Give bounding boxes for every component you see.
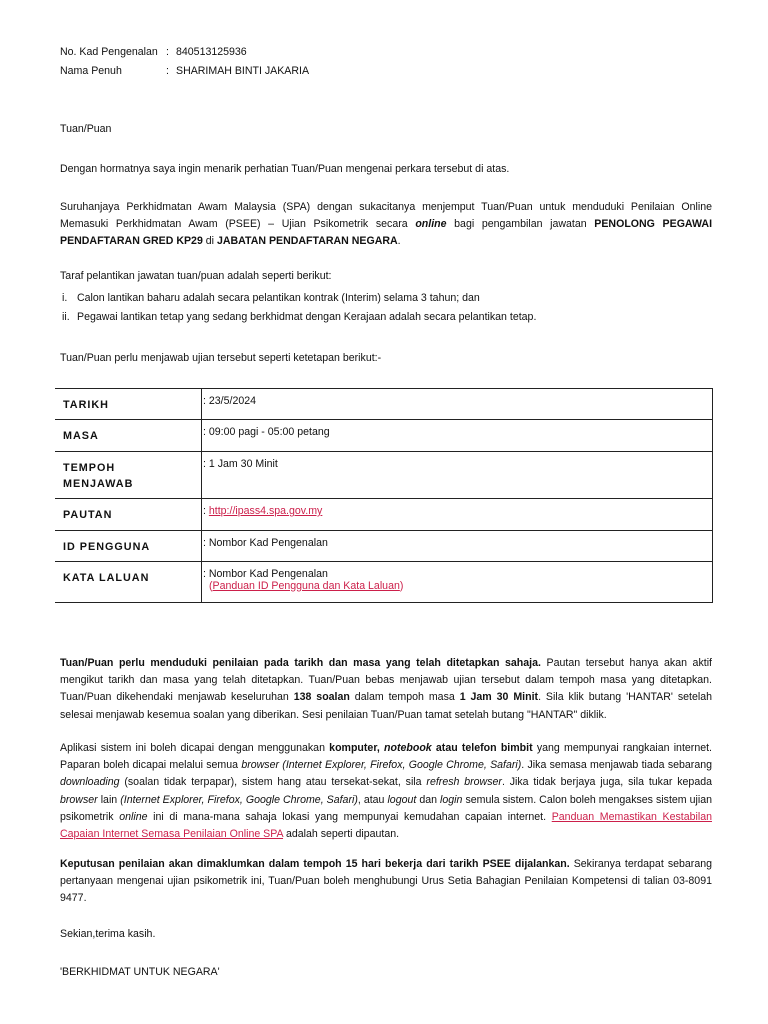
appointment-item: i. Calon lantikan baharu adalah secara pelantikan kontrak (Interim) selama 3 tahun; dan	[62, 292, 480, 304]
schedule-table	[55, 388, 713, 603]
masa-value: : 09:00 pagi - 05:00 petang	[202, 420, 713, 452]
table-row	[55, 420, 713, 452]
tarikh-label: TARIKH	[55, 389, 202, 420]
intro-paragraph: Dengan hormatnya saya ingin menarik perhatian Tuan/Puan mengenai perkara tersebut di atas.	[60, 163, 510, 175]
full-name-row	[60, 65, 309, 77]
table-row	[55, 499, 713, 531]
result-paragraph: Keputusan penilaian akan dimaklumkan dalam tempoh 15 hari bekerja dari tarikh PSEE dijalankan. Sekiranya terdapat sebarang pertanyaan mengenai ujian psikometrik ini, Tuan/Puan boleh menghubungi Urus Setia Bahagian Penilaian Kompetensi di talian 03-8091 9477.	[60, 858, 712, 905]
masa-label: MASA	[55, 420, 202, 452]
system-access-paragraph: Aplikasi sistem ini boleh dicapai dengan menggunakan komputer, notebook atau telefon bimbit yang mempunyai rangkaian internet. Paparan boleh dicapai melalui semua browser (Internet Explorer, Firefox, Google Chrome, Safari). Jika semasa menjawab tiada sebarang downloading (soalan tidak terpapar), sistem hang atau tersekat-sekat, sila refresh browser. Jika tidak berjaya juga, sila tukar kepada browser lain (Internet Explorer, Firefox, Google Chrome, Safari), atau logout dan login semula sistem. Calon boleh mengakses sistem ujian psikometrik online ini di mana-mana sahaja lokasi yang mempunyai kemudahan capaian internet. Panduan Memastikan Kestabilan Capaian Internet Semasa Penilaian Online SPA adalah seperti dipautan.	[60, 742, 713, 841]
ic-label: No. Kad Pengenalan	[60, 46, 158, 58]
table-row	[55, 562, 713, 603]
appointment-item: ii. Pegawai lantikan tetap yang sedang berkhidmat dengan Kerajaan adalah secara pelantikan tetap.	[62, 311, 537, 323]
kata-laluan-label: KATA LALUAN	[55, 562, 202, 603]
table-row	[55, 452, 713, 499]
tempoh-label: TEMPOH MENJAWAB	[55, 452, 202, 499]
internet-stability-guide-link[interactable]: Panduan Memastikan Kestabilan Capaian Internet Semasa Penilaian Online SPA	[60, 810, 712, 841]
salutation: Tuan/Puan	[60, 123, 112, 135]
table-row	[55, 389, 713, 420]
motto-text: 'BERKHIDMAT UNTUK NEGARA'	[60, 966, 220, 978]
exam-portal-link[interactable]: http://ipass4.spa.gov.my	[208, 505, 323, 517]
tempoh-value: : 1 Jam 30 Minit	[202, 452, 713, 499]
name-separator: :	[166, 65, 169, 77]
id-pengguna-label: ID PENGGUNA	[55, 531, 202, 562]
kata-laluan-value: : Nombor Kad Pengenalan (Panduan ID Pengguna dan Kata Laluan)	[202, 562, 713, 603]
invitation-paragraph: Suruhanjaya Perkhidmatan Awam Malaysia (SPA) dengan sukacitanya menjemput Tuan/Puan untuk menduduki Penilaian Online Memasuki Perkhidmatan Awam (PSEE) – Ujian Psikometrik secara online bagi pengambilan jawatan PENOLONG PEGAWAI PENDAFTARAN GRED KP29 di JABATAN PENDAFTARAN NEGARA.	[60, 201, 713, 247]
ic-value: 840513125936	[176, 46, 247, 58]
tarikh-value: : 23/5/2024	[202, 389, 713, 420]
ic-separator: :	[166, 46, 169, 58]
pautan-value: : http://ipass4.spa.gov.my	[202, 499, 713, 531]
ic-number-row	[60, 46, 247, 58]
name-value: SHARIMAH BINTI JAKARIA	[176, 65, 310, 77]
pautan-label: PAUTAN	[55, 499, 202, 531]
position-title: PENOLONG PEGAWAI PENDAFTARAN GRED KP29	[60, 218, 713, 247]
department-name: JABATAN PENDAFTARAN NEGARA	[216, 235, 398, 247]
id-pengguna-value: : Nombor Kad Pengenalan	[202, 531, 713, 562]
exam-instructions-paragraph: Tuan/Puan perlu menduduki penilaian pada tarikh dan masa yang telah ditetapkan sahaja. Pautan tersebut hanya akan aktif mengikut tarikh dan masa yang telah ditetapkan. Tuan/Puan bebas menjawab ujian tersebut dalam tempoh masa yang ditetapkan. Tuan/Puan dikehendaki menjawab keseluruhan 138 soalan dalam tempoh masa 1 Jam 30 Minit. Sila klik butang 'HANTAR' setelah selesai menjawab kesemua soalan yang diberikan. Sesi penilaian Tuan/Puan tamat setelah butang "HANTAR" diklik.	[60, 657, 712, 721]
closing-text: Sekian,terima kasih.	[60, 928, 156, 940]
schedule-intro: Tuan/Puan perlu menjawab ujian tersebut seperti ketetapan berikut:-	[60, 352, 382, 364]
table-row	[55, 531, 713, 562]
appointment-intro: Taraf pelantikan jawatan tuan/puan adalah seperti berikut:	[60, 270, 332, 282]
name-label: Nama Penuh	[60, 65, 122, 77]
credentials-guide-link[interactable]: Panduan ID Pengguna dan Kata Laluan	[212, 580, 400, 592]
